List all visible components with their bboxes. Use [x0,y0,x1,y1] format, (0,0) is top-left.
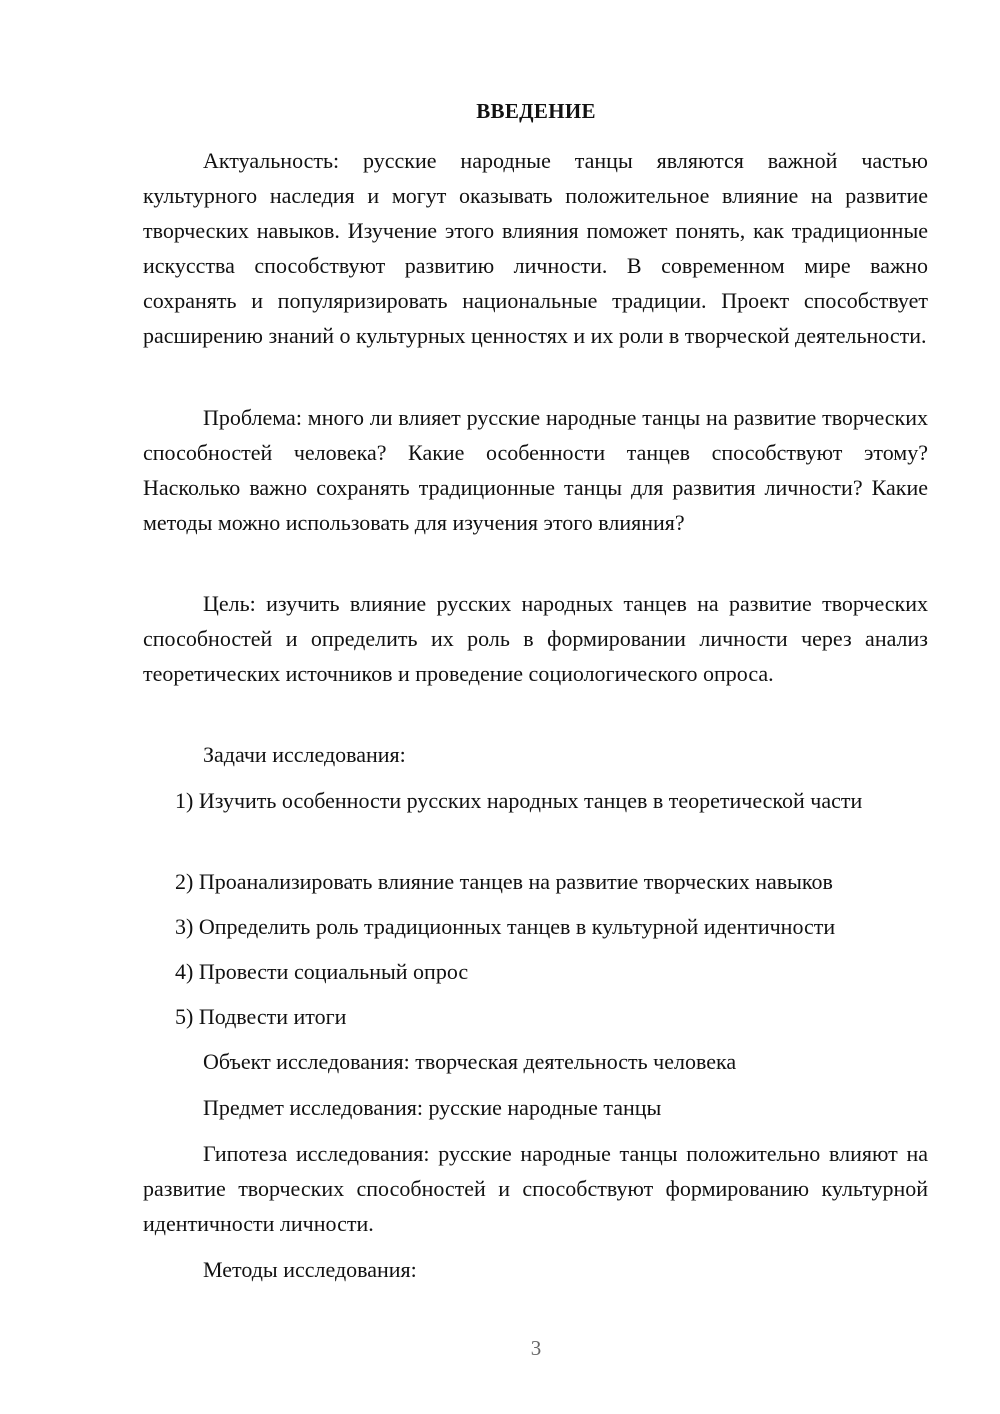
object-line: Объект исследования: творческая деятельность человека [203,1049,737,1074]
problem-paragraph: Проблема: много ли влияет русские народные танцы на развитие творческих способностей человека? Какие особенности танцев способствуют этому? Насколько важно сохранять традиционные танцы для развития личности? Какие методы можно использовать для изучения этого влияния? [143,405,928,535]
section-heading: ВВЕДЕНИЕ [476,99,596,123]
relevance-paragraph: Актуальность: русские народные танцы являются важной частью культурного наследия и могут оказывать положительное влияние на развитие творческих навыков. Изучение этого влияния поможет понять, как традиционные искусства способствуют развитию личности. В современном мире важно сохранять и популяризировать национальные традиции. Проект способствует расширению знаний о культурных ценностях и их роли в творческой деятельности. [143,148,928,348]
methods-heading: Методы исследования: [203,1257,417,1282]
task-item-1: 1) Изучить особенности русских народных танцев в теоретической части [175,788,863,813]
tasks-heading: Задачи исследования: [203,742,406,767]
task-item-5: 5) Подвести итоги [175,1004,347,1029]
task-item-2: 2) Проанализировать влияние танцев на развитие творческих навыков [175,869,833,894]
subject-line: Предмет исследования: русские народные танцы [203,1095,662,1120]
task-item-4: 4) Провести социальный опрос [175,959,469,984]
task-item-3: 3) Определить роль традиционных танцев в культурной идентичности [175,914,836,939]
page-number: 3 [530,1336,542,1360]
hypothesis-paragraph: Гипотеза исследования: русские народные танцы положительно влияют на развитие творческих способностей и способствуют формированию культурной идентичности личности. [143,1141,928,1236]
goal-paragraph: Цель: изучить влияние русских народных танцев на развитие творческих способностей и определить их роль в формировании личности через анализ теоретических источников и проведение социологического опроса. [143,591,928,686]
